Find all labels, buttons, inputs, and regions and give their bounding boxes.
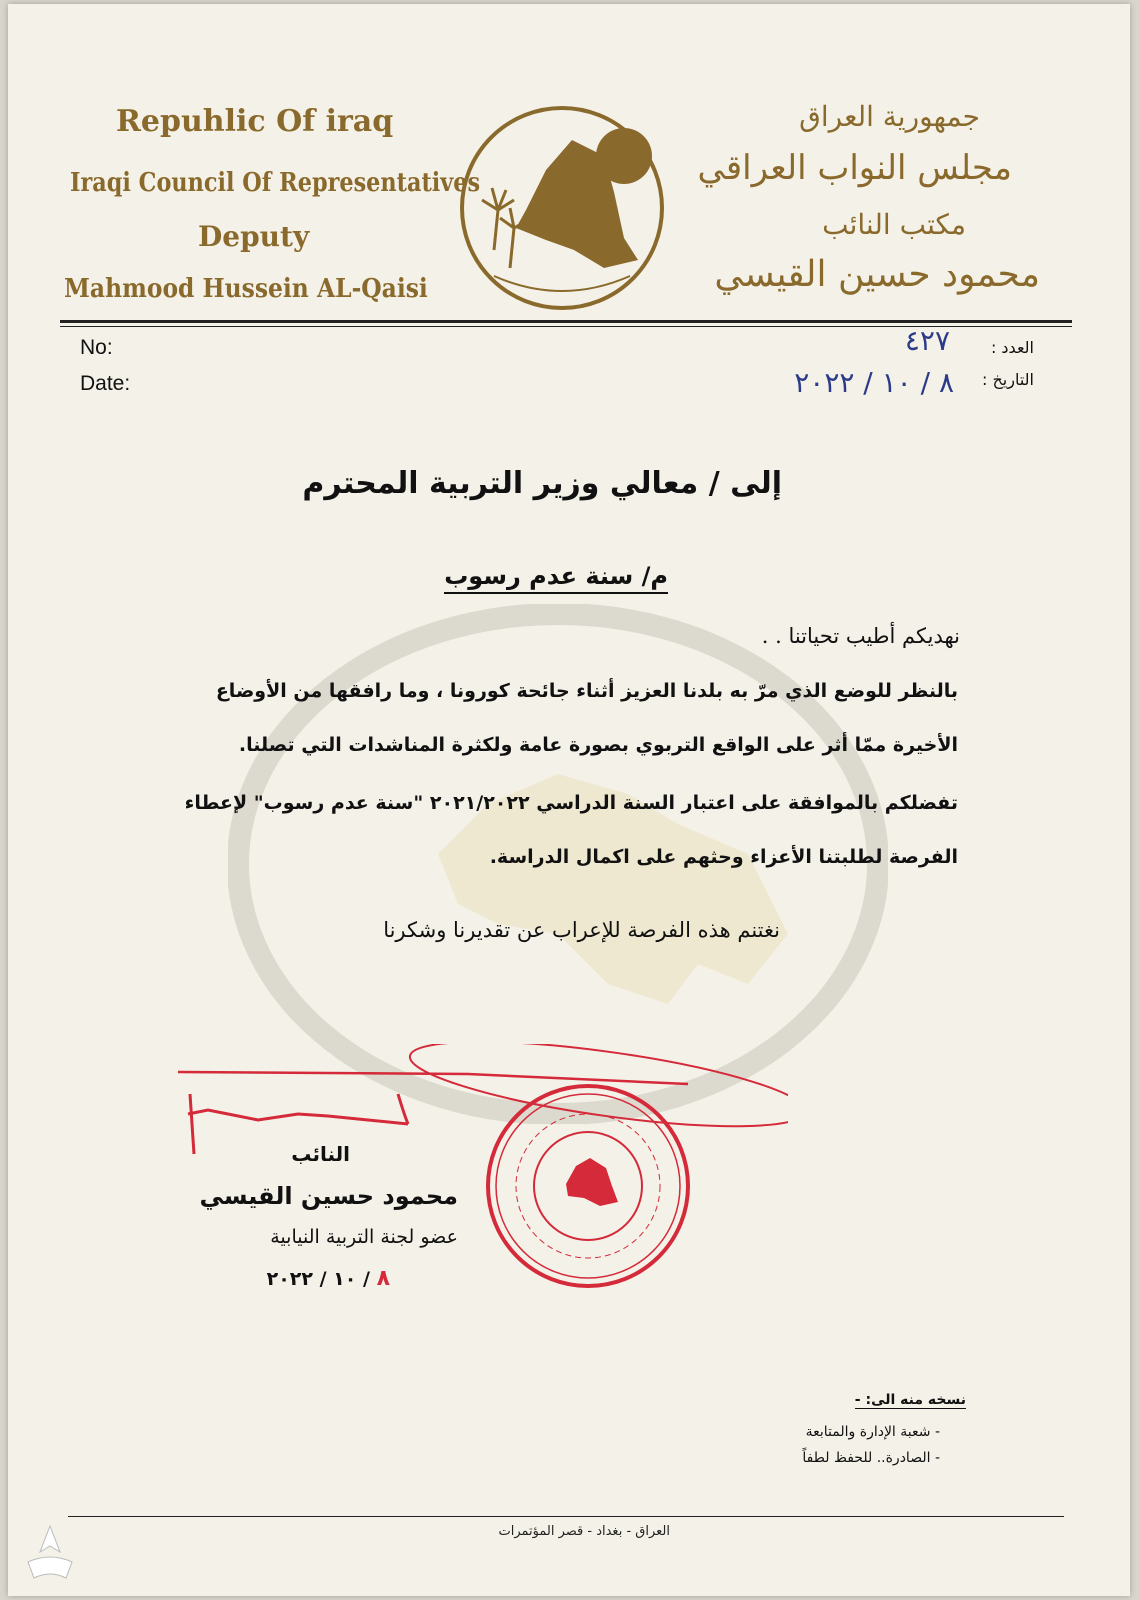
footer-address: العراق - بغداد - قصر المؤتمرات	[498, 1524, 670, 1539]
closing-line: نغتنم هذه الفرصة للإعراب عن تقديرنا وشكرنا	[383, 918, 780, 942]
header-en-council: Iraqi Council Of Representatives	[70, 168, 481, 198]
signer-role: النائب	[291, 1142, 350, 1166]
signer-name: محمود حسين القيسي	[199, 1182, 458, 1210]
official-stamp	[482, 1080, 694, 1292]
signer-position: عضو لجنة التربية النيابية	[270, 1226, 458, 1248]
header-en-name: Mahmood Hussein AL-Qaisi	[64, 274, 428, 304]
date-label-ar: التاريخ :	[981, 370, 1034, 389]
greeting: نهديكم أطيب تحياتنا . .	[761, 624, 960, 648]
signature-date-printed: / ١٠ / ٢٠٢٢	[266, 1268, 370, 1290]
paragraph-1-line-2: الأخيرة ممّا أثر على الواقع التربوي بصورة عامة ولكثرة المناشدات التي تصلنا.	[238, 734, 958, 756]
handwritten-signature	[168, 1044, 788, 1164]
header-ar-name: محمود حسين القيسي	[714, 254, 1040, 295]
date-handwritten: ٨ / ١٠ / ٢٠٢٢	[794, 366, 954, 399]
header-ar-council: مجلس النواب العراقي	[697, 148, 1012, 188]
date-label: Date:	[80, 372, 131, 395]
header-ar-country: جمهورية العراق	[799, 100, 980, 133]
copies-heading: نسخه منه الى: -	[854, 1392, 966, 1408]
recipient-line: إلى / معالي وزير التربية المحترم	[302, 466, 782, 501]
number-handwritten: ٤٢٧	[904, 324, 950, 357]
signature-date	[267, 1266, 390, 1291]
paragraph-2-line-1: تفضلكم بالموافقة على اعتبار السنة الدراسي ٢٠٢١/٢٠٢٢ "سنة عدم رسوب" لإعطاء	[184, 792, 958, 814]
no-label-ar: العدد :	[990, 338, 1034, 357]
no-label: No:	[80, 336, 113, 359]
paragraph-1-line-1: بالنظر للوضع الذي مرّ به بلدنا العزيز أثناء جائحة كورونا ، وما رافقها من الأوضاع	[215, 680, 958, 702]
copies-item-1: - شعبة الإدارة والمتابعة	[805, 1424, 940, 1440]
signature-day-handwritten: ٨	[376, 1266, 390, 1291]
header-ar-office: مكتب النائب	[822, 208, 966, 241]
paragraph-2-line-2: الفرصة لطلبتنا الأعزاء وحثهم على اكمال الدراسة.	[489, 846, 958, 868]
header-rule-thick	[60, 320, 1072, 323]
header-en-deputy: Deputy	[198, 220, 310, 253]
council-emblem	[454, 100, 670, 316]
footer-rule	[68, 1516, 1064, 1517]
letter-page	[8, 4, 1130, 1596]
header-en-country: Repuhlic Of iraq	[116, 104, 394, 139]
subject-line: م/ سنة عدم رسوب	[444, 562, 668, 594]
corner-logo	[20, 1522, 80, 1586]
copies-item-2: - الصادرة.. للحفظ لطفاً	[802, 1450, 940, 1466]
